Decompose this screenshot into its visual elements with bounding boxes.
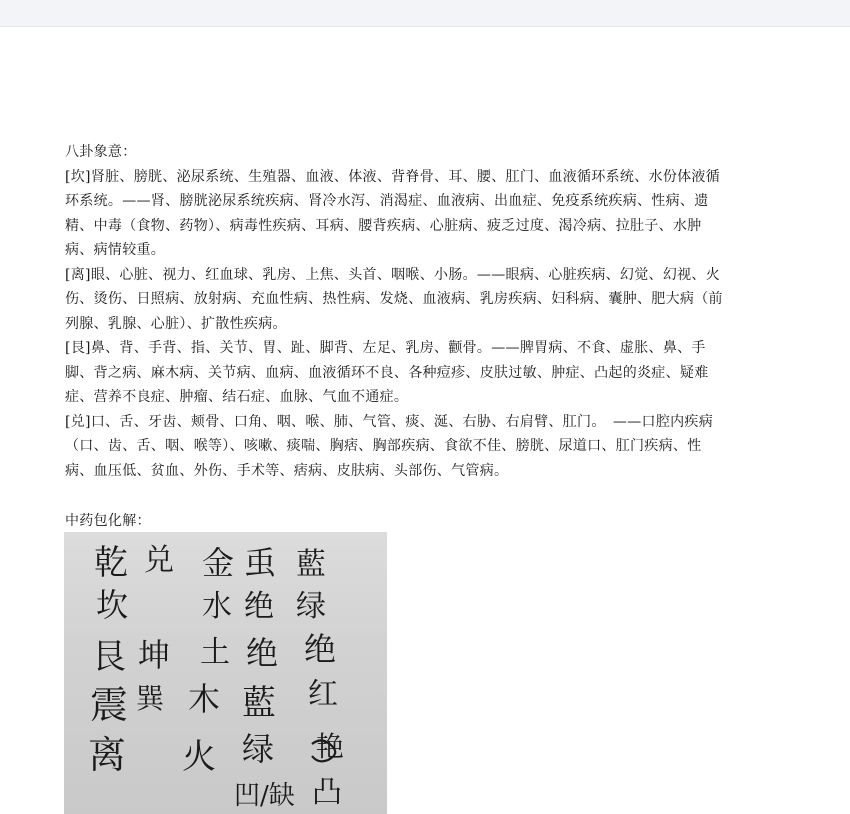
hw-r4c4: 藍 bbox=[242, 683, 276, 723]
hw-r2c1: 坎 bbox=[96, 586, 129, 624]
hw-r4c3: 木 bbox=[188, 680, 221, 718]
hw-r1c3: 金 bbox=[202, 544, 235, 582]
hw-r4c5: 红 bbox=[308, 677, 338, 712]
hw-r4c2: 巽 bbox=[136, 682, 165, 715]
hw-r1c4: 䖝 bbox=[244, 544, 277, 582]
handwritten-chart bbox=[64, 532, 387, 814]
paragraph-gen: [艮]鼻、背、手背、指、关节、胃、趾、脚背、左足、乳房、颧骨。——脾胃病、不食、虚胀、鼻、手脚、背之病、麻木病、关节病、血病、血液循环不良、各种痘疹、皮肤过敏、肿症、凸起的炎症、疑难症、营养不良症、肿瘤、结石症、血脉、气血不通症。 bbox=[65, 340, 709, 405]
hw-r1c5: 藍 bbox=[296, 547, 326, 582]
hw-bottom-right: 凸 bbox=[312, 775, 342, 810]
hw-r3c1: 艮 bbox=[92, 637, 126, 677]
hw-r3c5: 绝 bbox=[304, 630, 337, 668]
hw-r3c4: 绝 bbox=[246, 634, 279, 672]
browser-top-bar bbox=[0, 0, 850, 27]
hw-r5c5: 艳 bbox=[316, 730, 345, 763]
paragraph-kan: [坎]肾脏、膀胱、泌尿系统、生殖器、血液、体液、背脊骨、耳、腰、肛门、血液循环系统、水份体液循环系统。——肾、膀胱泌尿系统疾病、肾冷水泻、消渴症、血液病、出血症、免疫系统疾病、性病、遗精、中毒（食物、药物）、病毒性疾病、耳病、腰背疾病、心脏病、疲乏过度、渴冷病、拉肚子、水肿病、病情较重。 bbox=[65, 168, 721, 258]
hw-r3c3: 土 bbox=[200, 635, 230, 670]
paragraph-dui: [兑]口、舌、牙齿、颊骨、口角、咽、喉、肺、气管、痰、涎、右胁、右肩臂、肛门。 ——口腔内疾病（口、齿、舌、咽、喉等）、咳嗽、痰喘、胸痞、胸部疾病、食欲不佳、膀胱、尿道口、肛门疾病、性病、血压低、贫血、外伤、手术等、痞病、皮肤病、头部伤、气管病。 bbox=[65, 413, 714, 479]
document-body bbox=[65, 140, 725, 534]
hw-r4c1: 震 bbox=[90, 683, 129, 727]
hw-r5c4: 绿 bbox=[242, 730, 275, 768]
hw-r2c4: 绝 bbox=[244, 589, 274, 624]
hw-r3c2: 坤 bbox=[138, 636, 171, 674]
hw-r2c3: 水 bbox=[202, 589, 232, 624]
paragraph-li: [离]眼、心脏、视力、红血球、乳房、上焦、头首、咽喉、小肠。——眼病、心脏疾病、幻觉、幻视、火伤、烫伤、日照病、放射病、充血性病、热性病、发烧、血液病、乳房疾病、妇科病、囊肿、肥大病（前列腺、乳腺、心脏）、扩散性疾病。 bbox=[65, 266, 723, 332]
hw-r1c1: 乾 bbox=[94, 543, 128, 583]
hw-r2c5: 绿 bbox=[296, 589, 326, 624]
hw-r5c1: 离 bbox=[88, 733, 127, 777]
hw-r5c3: 火 bbox=[182, 737, 216, 777]
handwritten-note-photo bbox=[64, 532, 387, 814]
hw-r1c2: 兑 bbox=[144, 543, 174, 578]
hw-bottom-left: 凹/缺 bbox=[234, 781, 295, 811]
section-title-bagua: 八卦象意： bbox=[65, 144, 137, 160]
section-title-herb: 中药包化解： bbox=[65, 513, 151, 529]
